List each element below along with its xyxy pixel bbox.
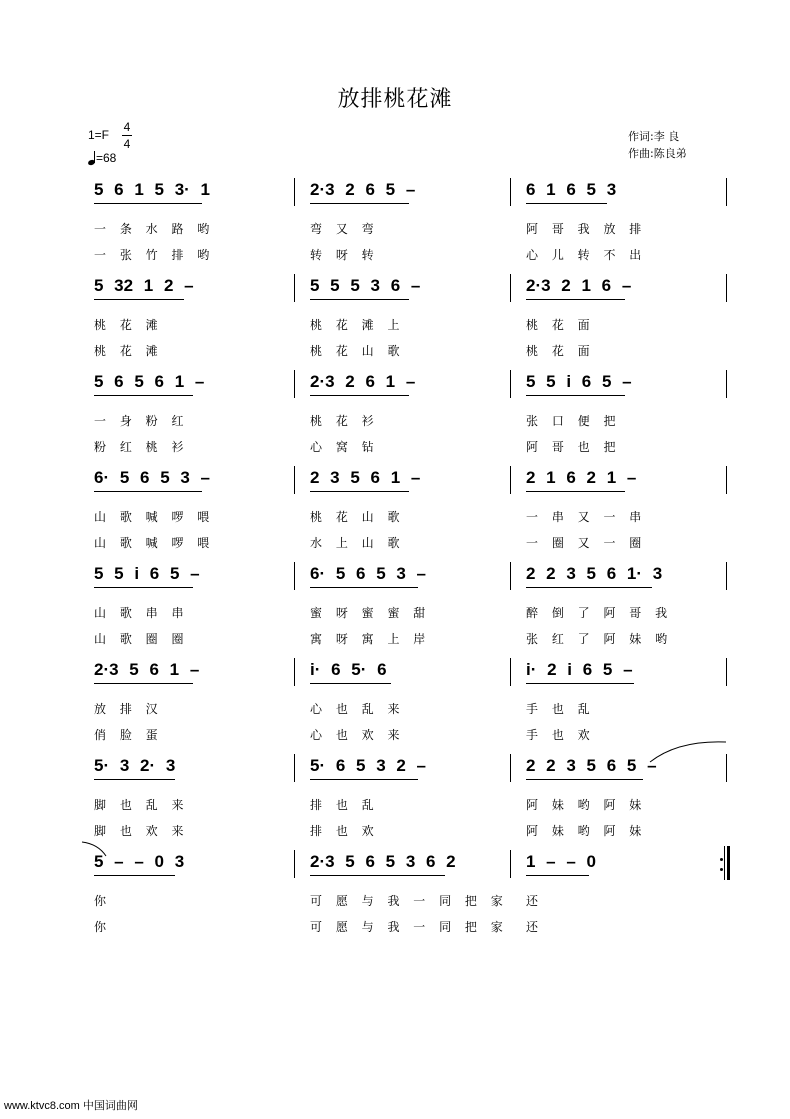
beam-line xyxy=(310,299,409,300)
lyric-verse-2: 张 红 了 阿 妹 哟 xyxy=(526,632,668,646)
lyric-verse-2: 阿 妹 哟 阿 妹 xyxy=(526,824,642,838)
repeat-dot xyxy=(720,868,723,871)
score-row xyxy=(0,466,790,562)
lyric-verse-1: 可 愿 与 我 一 同 把 家 xyxy=(310,894,503,908)
lyric-verse-1: 桃 花 面 xyxy=(526,318,590,332)
measure-notes: 2·3 5 6 5 3 6 2 xyxy=(310,852,456,871)
tie-arc-continued xyxy=(80,838,110,858)
beam-line xyxy=(310,491,409,492)
beam-line xyxy=(94,779,175,780)
bar-line xyxy=(294,562,295,590)
bar-line xyxy=(294,370,295,398)
beam-line xyxy=(526,395,625,396)
bar-line xyxy=(510,370,511,398)
measure-notes: 5 5 i 6 5 – xyxy=(94,564,200,583)
bar-line xyxy=(726,658,727,686)
bar-line xyxy=(510,274,511,302)
beam-line xyxy=(526,203,607,204)
lyric-verse-1: 放 排 汉 xyxy=(94,702,158,716)
measure-notes: 5 6 5 6 1 – xyxy=(94,372,205,391)
lyric-verse-1: 醉 倒 了 阿 哥 我 xyxy=(526,606,668,620)
lyric-verse-1: 张 口 便 把 xyxy=(526,414,616,428)
time-signature-top: 4 xyxy=(123,120,131,134)
beam-line xyxy=(94,875,175,876)
beam-line xyxy=(310,875,445,876)
lyric-verse-1: 排 也 乱 xyxy=(310,798,374,812)
measure-notes: 6· 5 6 5 3 – xyxy=(310,564,427,583)
bar-line xyxy=(294,466,295,494)
score-row xyxy=(0,370,790,466)
lyric-verse-2: 还 xyxy=(526,920,539,934)
beam-line xyxy=(526,299,625,300)
lyric-verse-2: 桃 花 面 xyxy=(526,344,590,358)
lyric-verse-1: 桃 花 滩 上 xyxy=(310,318,400,332)
lyric-verse-2: 桃 花 山 歌 xyxy=(310,344,400,358)
lyric-verse-2: 排 也 欢 xyxy=(310,824,374,838)
lyric-verse-1: 山 歌 串 串 xyxy=(94,606,184,620)
bar-line xyxy=(510,466,511,494)
lyric-verse-2: 转 呀 转 xyxy=(310,248,374,262)
lyric-verse-2: 一 圈 又 一 圈 xyxy=(526,536,642,550)
lyric-verse-1: 蜜 呀 蜜 蜜 甜 xyxy=(310,606,426,620)
beam-line xyxy=(94,491,202,492)
measure-notes: 2·3 5 6 1 – xyxy=(94,660,200,679)
score-row xyxy=(0,850,790,946)
lyric-verse-2: 你 xyxy=(94,920,107,934)
beam-line xyxy=(526,875,589,876)
beam-line xyxy=(526,779,643,780)
beam-line xyxy=(94,395,193,396)
tempo-value: =68 xyxy=(96,151,117,165)
beam-line xyxy=(526,491,625,492)
beam-line xyxy=(526,587,652,588)
bar-line xyxy=(510,754,511,782)
lyric-verse-1: 桃 花 衫 xyxy=(310,414,374,428)
measure-notes: 1 – – 0 xyxy=(526,852,596,871)
beam-line xyxy=(310,779,418,780)
measure-notes: 5· 3 2· 3 xyxy=(94,756,176,775)
lyric-verse-2: 山 歌 圈 圈 xyxy=(94,632,184,646)
lyric-verse-2: 山 歌 喊 啰 喂 xyxy=(94,536,210,550)
measure-notes: 5 32 1 2 – xyxy=(94,276,194,295)
bar-line xyxy=(294,274,295,302)
bar-line xyxy=(294,850,295,878)
lyric-verse-2: 阿 哥 也 把 xyxy=(526,440,616,454)
bar-line xyxy=(294,658,295,686)
lyric-verse-1: 一 串 又 一 串 xyxy=(526,510,642,524)
lyric-verse-1: 山 歌 喊 啰 喂 xyxy=(94,510,210,524)
composer: 作曲:陈良弟 xyxy=(628,147,687,160)
final-barline-thin xyxy=(724,846,725,880)
tempo xyxy=(88,151,116,165)
beam-line xyxy=(310,587,418,588)
lyric-verse-2: 一 张 竹 排 哟 xyxy=(94,248,210,262)
bar-line xyxy=(726,178,727,206)
credits xyxy=(628,128,687,162)
lyric-verse-2: 俏 脸 蛋 xyxy=(94,728,158,742)
key-signature: 1=F xyxy=(88,128,110,142)
lyric-verse-1: 脚 也 乱 来 xyxy=(94,798,184,812)
lyric-verse-1: 还 xyxy=(526,894,539,908)
beam-line xyxy=(94,683,193,684)
measure-notes: 5 5 5 3 6 – xyxy=(310,276,421,295)
lyric-verse-1: 你 xyxy=(94,894,107,908)
bar-line xyxy=(726,562,727,590)
lyric-verse-2: 心 也 欢 来 xyxy=(310,728,400,742)
lyric-verse-2: 心 儿 转 不 出 xyxy=(526,248,642,262)
time-signature xyxy=(122,120,132,151)
beam-line xyxy=(310,683,391,684)
lyric-verse-1: 阿 妹 哟 阿 妹 xyxy=(526,798,642,812)
footer: www.ktvc8.com 中国词曲网 xyxy=(4,1100,138,1112)
lyric-verse-2: 水 上 山 歌 xyxy=(310,536,400,550)
measure-notes: i· 6 5· 6 xyxy=(310,660,387,679)
lyric-verse-1: 心 也 乱 来 xyxy=(310,702,400,716)
measure-notes: 2·3 2 1 6 – xyxy=(526,276,632,295)
measure-notes: 2 2 3 5 6 1· 3 xyxy=(526,564,663,583)
measure-notes: 2·3 2 6 5 – xyxy=(310,180,416,199)
final-barline xyxy=(727,846,730,880)
beam-line xyxy=(310,395,409,396)
measure-notes: 6· 5 6 5 3 – xyxy=(94,468,211,487)
lyric-verse-1: 弯 又 弯 xyxy=(310,222,374,236)
bar-line xyxy=(510,562,511,590)
measure-notes: i· 2 i 6 5 – xyxy=(526,660,633,679)
time-signature-bottom: 4 xyxy=(123,137,131,151)
beam-line xyxy=(94,203,202,204)
lyric-verse-2: 粉 红 桃 衫 xyxy=(94,440,184,454)
lyric-verse-1: 桃 花 滩 xyxy=(94,318,158,332)
score-row xyxy=(0,274,790,370)
measure-notes: 5 – – 0 3 xyxy=(94,852,185,871)
measure-notes: 2 3 5 6 1 – xyxy=(310,468,421,487)
bar-line xyxy=(726,274,727,302)
bar-line xyxy=(726,370,727,398)
bar-line xyxy=(294,178,295,206)
beam-line xyxy=(94,299,184,300)
lyric-verse-2: 心 窝 钻 xyxy=(310,440,374,454)
lyric-verse-2: 桃 花 滩 xyxy=(94,344,158,358)
lyric-verse-2: 脚 也 欢 来 xyxy=(94,824,184,838)
lyric-verse-2: 可 愿 与 我 一 同 把 家 xyxy=(310,920,503,934)
page-title: 放排桃花滩 xyxy=(337,87,453,112)
lyric-verse-1: 手 也 乱 xyxy=(526,702,590,716)
bar-line xyxy=(510,658,511,686)
measure-notes: 5 5 i 6 5 – xyxy=(526,372,632,391)
lyric-verse-1: 阿 哥 我 放 排 xyxy=(526,222,642,236)
lyric-verse-1: 桃 花 山 歌 xyxy=(310,510,400,524)
lyricist: 作词:李 良 xyxy=(628,130,680,143)
lyric-verse-2: 手 也 欢 xyxy=(526,728,590,742)
beam-line xyxy=(94,587,193,588)
measure-notes: 2·3 2 6 1 – xyxy=(310,372,416,391)
bar-line xyxy=(510,850,511,878)
measure-notes: 5· 6 5 3 2 – xyxy=(310,756,427,775)
score-row xyxy=(0,178,790,274)
bar-line xyxy=(294,754,295,782)
measure-notes: 5 6 1 5 3· 1 xyxy=(94,180,211,199)
repeat-dot xyxy=(720,858,723,861)
lyric-verse-1: 一 条 水 路 哟 xyxy=(94,222,210,236)
bar-line xyxy=(726,466,727,494)
lyric-verse-1: 一 身 粉 红 xyxy=(94,414,184,428)
tie-arc xyxy=(648,738,728,768)
measure-notes: 6 1 6 5 3 xyxy=(526,180,617,199)
score-row xyxy=(0,562,790,658)
beam-line xyxy=(526,683,634,684)
quarter-note-icon xyxy=(88,151,96,165)
bar-line xyxy=(510,178,511,206)
measure-notes: 2 1 6 2 1 – xyxy=(526,468,637,487)
measure-notes: 2 2 3 5 6 5 – xyxy=(526,756,657,775)
lyric-verse-2: 寓 呀 寓 上 岸 xyxy=(310,632,426,646)
beam-line xyxy=(310,203,409,204)
score-row xyxy=(0,754,790,850)
